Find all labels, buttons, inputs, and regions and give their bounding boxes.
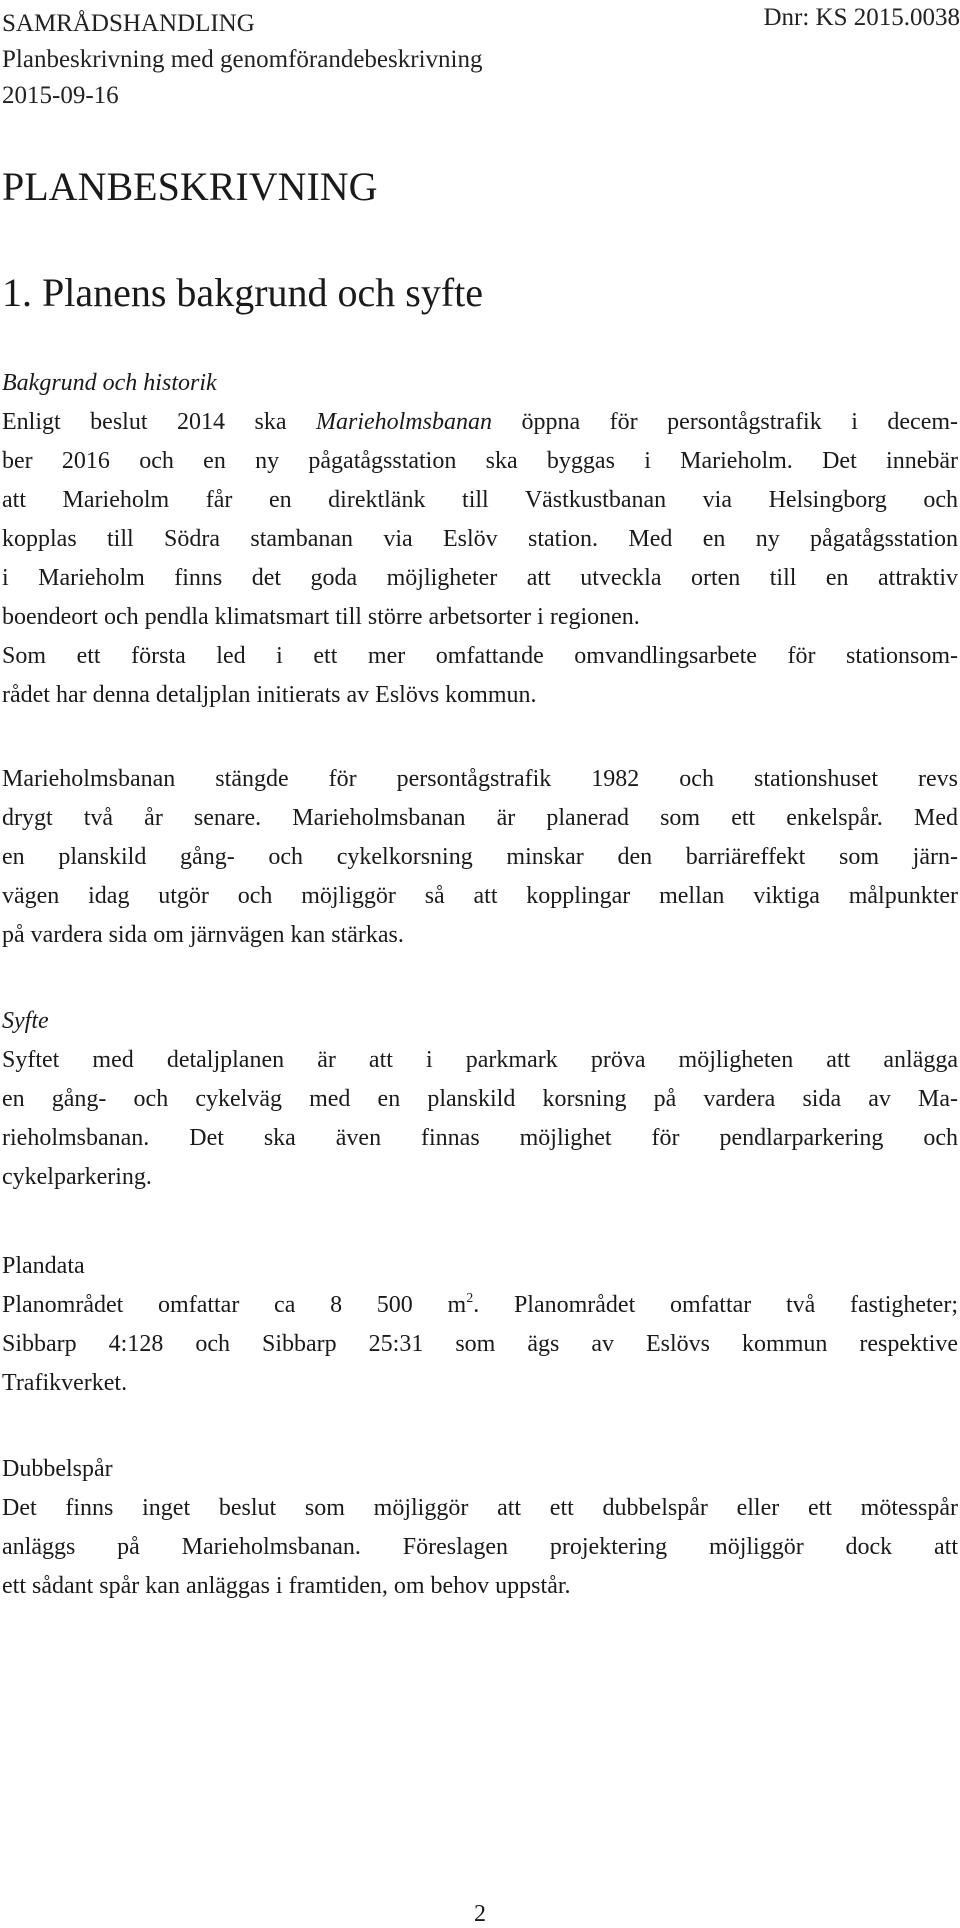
paragraph-line: Sibbarp 4:128 och Sibbarp 25:31 som ägs av Eslövs kommun respektive [2,1331,958,1357]
syfte-heading: Syfte [2,1008,49,1034]
dubbelspar-section [2,1450,958,1606]
paragraph-line: en planskild gång- och cykelkorsning minskar den barriäreffekt som järn- [2,844,958,870]
paragraph-line: Trafikverket. [2,1370,128,1396]
paragraph-line: anläggs på Marieholmsbanan. Föreslagen projektering möjliggör dock att [2,1534,958,1560]
paragraph-line: rieholmsbanan. Det ska även finnas möjlighet för pendlarparkering och [2,1125,958,1151]
paragraph-line: att Marieholm får en direktlänk till Västkustbanan via Helsingborg och [2,487,958,513]
paragraph-line: cykelparkering. [2,1164,152,1190]
bakgrund-heading: Bakgrund och historik [2,370,217,396]
paragraph-line: boendeort och pendla klimatsmart till större arbetsorter i regionen. [2,604,640,630]
paragraph-line [2,403,958,442]
paragraph-line [2,1286,958,1325]
text-run: Enligt beslut 2014 ska [2,409,316,435]
paragraph-line: i Marieholm finns det goda möjligheter att utveckla orten till en attraktiv [2,565,958,591]
document-title: PLANBESKRIVNING [2,164,378,209]
paragraph-line: drygt två år senare. Marieholmsbanan är planerad som ett enkelspår. Med [2,805,958,831]
document-dnr: Dnr: KS 2015.0038 [763,4,960,31]
paragraph-line: Det finns inget beslut som möjliggör att ett dubbelspår eller ett mötesspår [2,1495,958,1521]
paragraph-line: ett sådant spår kan anläggas i framtiden, om behov uppstår. [2,1573,571,1599]
dubbelspar-heading: Dubbelspår [2,1456,113,1482]
text-run: . Planområdet omfattar två fastigheter; [473,1292,958,1318]
plandata-section [2,1247,958,1403]
paragraph-line: vägen idag utgör och möjliggör så att kopplingar mellan viktiga målpunkter [2,883,958,909]
document-header [2,6,482,114]
paragraph-line: Syftet med detaljplanen är att i parkmark pröva möjligheten att anlägga [2,1047,958,1073]
marieholmsbanan-paragraph [2,760,958,955]
text-run: öppna för persontågstrafik i decem- [491,409,959,435]
paragraph-line: på vardera sida om järnvägen kan stärkas. [2,922,404,948]
bakgrund-section [2,364,958,715]
document-status: SAMRÅDSHANDLING [2,10,255,37]
text-run: Planområdet omfattar ca 8 500 m [2,1292,467,1318]
paragraph-line: Som ett första led i ett mer omfattande omvandlingsarbete för stationsom- [2,643,958,669]
paragraph-line: rådet har denna detaljplan initierats av Eslövs kommun. [2,682,537,708]
paragraph-line: kopplas till Södra stambanan via Eslöv station. Med en ny pågatågsstation [2,526,958,552]
paragraph-line: Marieholmsbanan stängde för persontågstrafik 1982 och stationshuset revs [2,766,958,792]
emphasis-text: Marieholmsbanan [315,409,492,435]
section-title: 1. Planens bakgrund och syfte [2,270,484,315]
superscript: 2 [466,1291,474,1306]
page-number: 2 [474,1901,486,1927]
paragraph-line: en gång- och cykelväg med en planskild korsning på vardera sida av Ma- [2,1086,958,1112]
syfte-section [2,1002,958,1197]
plandata-heading: Plandata [2,1253,85,1279]
paragraph-line: ber 2016 och en ny pågatågsstation ska byggas i Marieholm. Det innebär [2,448,958,474]
document-date: 2015-09-16 [2,82,119,109]
document-subtitle: Planbeskrivning med genomförandebeskrivning [2,46,483,73]
